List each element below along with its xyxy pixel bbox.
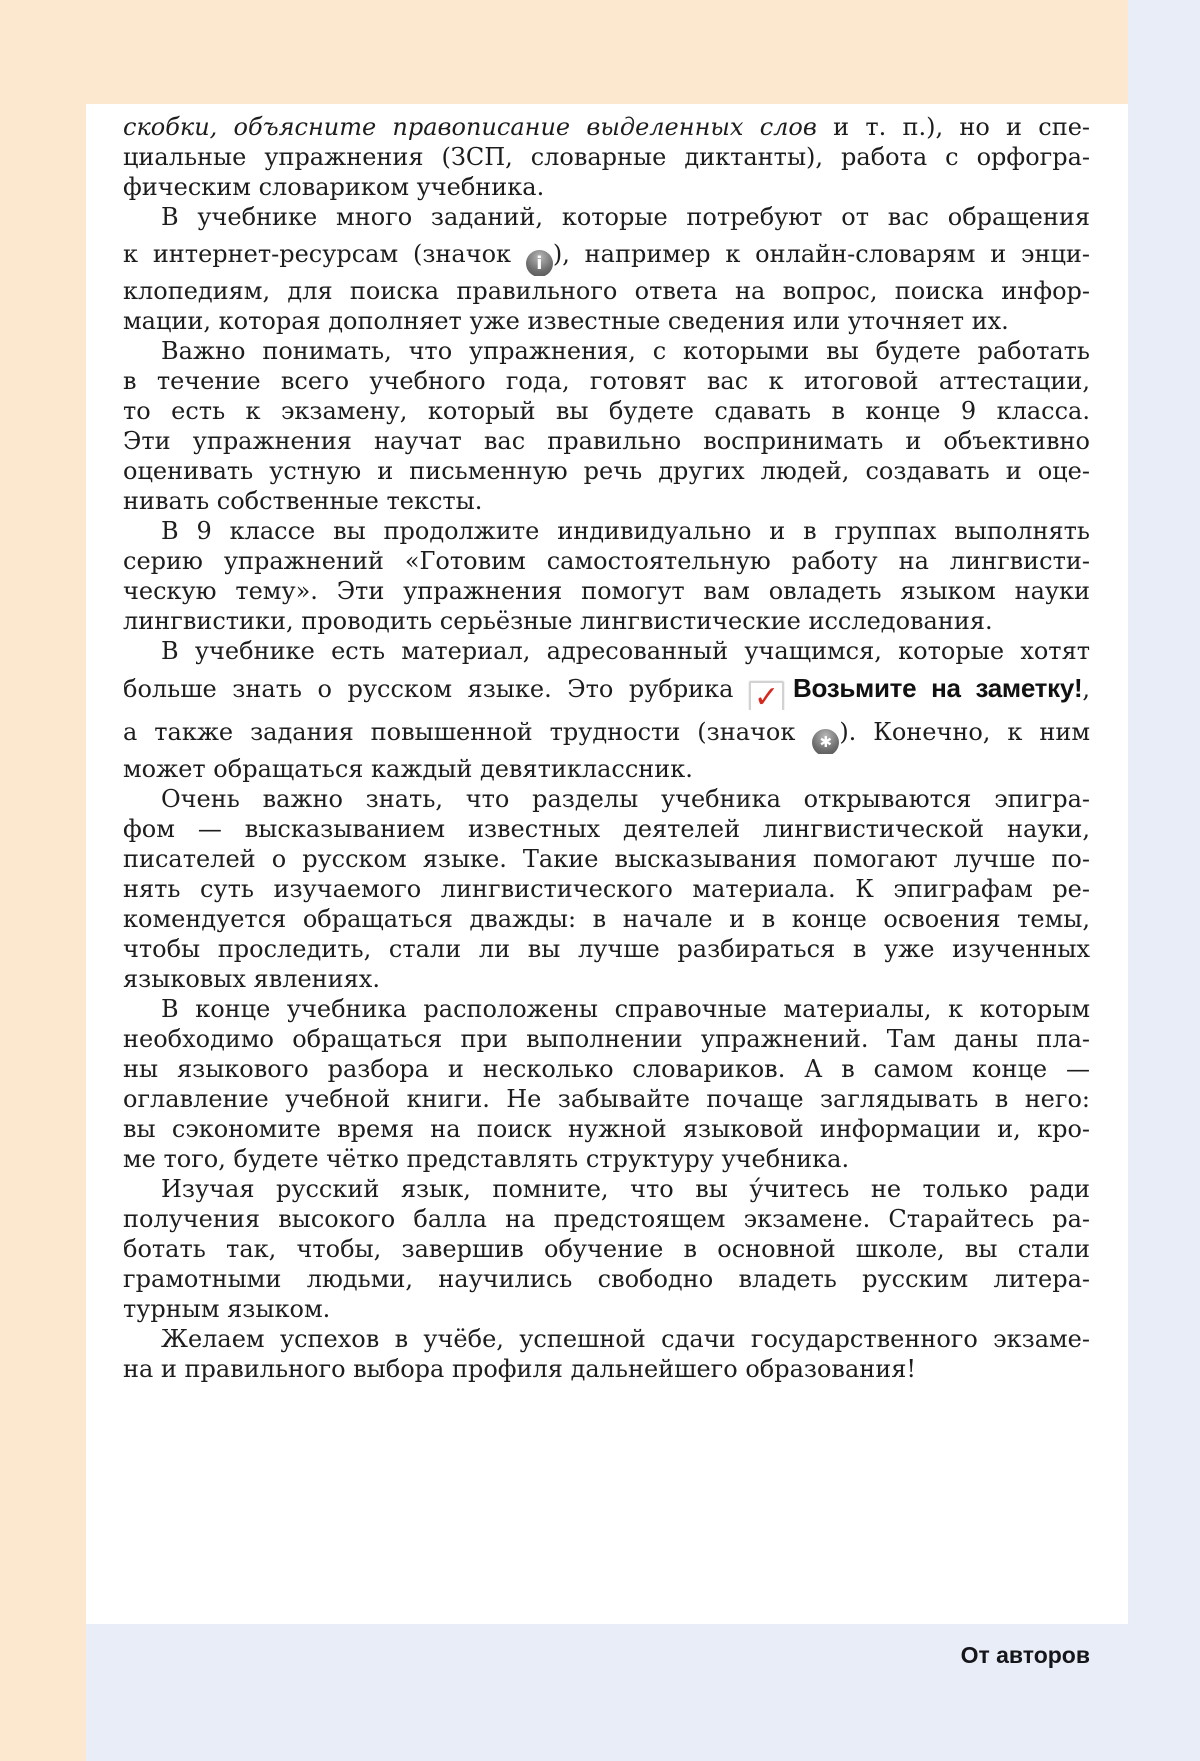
- text-segment: В учебнике есть материал, адресованный учащимся, которые хотят: [161, 637, 1090, 665]
- text-line: [123, 112, 1090, 142]
- text-line: [123, 1294, 1090, 1324]
- running-footer: От авторов: [960, 1642, 1090, 1668]
- text-segment: вы сэкономите время на поиск нужной языковой информации и, кро-: [123, 1115, 1090, 1143]
- text-segment: фическим словариком учебника.: [123, 173, 545, 201]
- text-segment: Очень важно знать, что разделы учебника открываются эпигра-: [161, 785, 1090, 813]
- internet-icon-glyph: i: [536, 253, 543, 274]
- text-line: [123, 202, 1090, 232]
- text-line: [123, 232, 1090, 276]
- text-segment: ). Конечно, к ним: [839, 718, 1090, 746]
- text-segment: в течение всего учебного года, готовят вас к итоговой аттестации,: [123, 367, 1090, 395]
- text-segment: то есть к экзамену, который вы будете сдавать в конце 9 класса.: [123, 397, 1090, 425]
- text-segment: циальные упражнения (ЗСП, словарные диктанты), работа с орфогра-: [123, 143, 1090, 171]
- text-line: [123, 994, 1090, 1024]
- text-line: [123, 366, 1090, 396]
- text-segment: нивать собственные тексты.: [123, 487, 483, 515]
- text-line: [123, 1144, 1090, 1174]
- text-line: [123, 1024, 1090, 1054]
- text-line: [123, 426, 1090, 456]
- text-segment: ме того, будете чётко представлять структуру учебника.: [123, 1145, 850, 1173]
- text-segment: оценивать устную и письменную речь других людей, создавать и оце-: [123, 457, 1090, 485]
- text-segment: мации, которая дополняет уже известные сведения или уточняет их.: [123, 307, 1009, 335]
- page-sheet: [86, 104, 1128, 1624]
- advanced-task-icon: [812, 729, 839, 754]
- text-segment: В 9 классе вы продолжите индивидуально и в группах выполнять: [161, 517, 1090, 545]
- text-segment: серию упражнений «Готовим самостоятельную работу на лингвисти-: [123, 547, 1090, 575]
- internet-resource-icon: [526, 250, 553, 276]
- text-line: [123, 486, 1090, 516]
- text-segment: турным языком.: [123, 1295, 331, 1323]
- text-line: [123, 306, 1090, 336]
- text-line: [123, 934, 1090, 964]
- text-segment: к интернет-ресурсам (значок: [123, 240, 526, 268]
- text-line: [123, 1174, 1090, 1204]
- text-segment: на и правильного выбора профиля дальнейшего образования!: [123, 1355, 917, 1383]
- text-line: [123, 516, 1090, 546]
- text-line: [123, 636, 1090, 666]
- text-segment: Изучая русский язык, помните, что вы у́читесь не только ради: [161, 1175, 1090, 1203]
- text-line: [123, 1234, 1090, 1264]
- text-segment: получения высокого балла на предстоящем экзамене. Старайтесь ра-: [123, 1205, 1090, 1233]
- text-segment: фом — высказыванием известных деятелей лингвистической науки,: [123, 815, 1090, 843]
- text-segment: грамотными людьми, научились свободно владеть русским литера-: [123, 1265, 1090, 1293]
- text-segment: В учебнике много заданий, которые потребуют от вас обращения: [161, 203, 1090, 231]
- text-segment: лингвистики, проводить серьёзные лингвистические исследования.: [123, 607, 993, 635]
- text-segment: Важно понимать, что упражнения, с которыми вы будете работать: [161, 337, 1090, 365]
- text-line: [123, 874, 1090, 904]
- red-checkmark-icon: ✓: [753, 680, 780, 710]
- text-line: [123, 276, 1090, 306]
- note-rubric-label: Возьмите на заметку!: [793, 673, 1083, 703]
- text-line: [123, 546, 1090, 576]
- text-line: [123, 1054, 1090, 1084]
- text-segment: может обращаться каждый девятиклассник.: [123, 755, 693, 783]
- text-segment: ), например к онлайн-словарям и энци-: [552, 240, 1090, 268]
- text-segment: оглавление учебной книги. Не забывайте почаще заглядывать в него:: [123, 1085, 1090, 1113]
- text-segment: больше знать о русском языке. Это рубрика: [123, 675, 750, 703]
- text-line: [123, 172, 1090, 202]
- text-line: [123, 576, 1090, 606]
- text-line: [123, 1204, 1090, 1234]
- text-line: [123, 1264, 1090, 1294]
- text-segment: а также задания повышенной трудности (значок: [123, 718, 813, 746]
- next-page-edge-right: [1128, 0, 1200, 1761]
- text-line: [123, 964, 1090, 994]
- text-segment: чтобы проследить, стали ли вы лучше разбираться в уже изученных: [123, 935, 1090, 963]
- advanced-task-icon-glyph: ✱: [819, 733, 833, 751]
- text-segment: писателей о русском языке. Такие высказывания помогают лучше по-: [123, 845, 1090, 873]
- text-segment: и т. п.), но и спе-: [816, 113, 1090, 141]
- text-line: [123, 1354, 1090, 1384]
- text-segment: нять суть изучаемого лингвистического материала. К эпиграфам ре-: [123, 875, 1090, 903]
- text-segment: ны языкового разбора и несколько словариков. А в самом конце —: [123, 1055, 1090, 1083]
- text-line: [123, 666, 1090, 710]
- text-line: [123, 1324, 1090, 1354]
- text-line: [123, 142, 1090, 172]
- text-segment: необходимо обращаться при выполнении упражнений. Там даны пла-: [123, 1025, 1090, 1053]
- text-segment: Желаем успехов в учёбе, успешной сдачи государственного экзаме-: [161, 1325, 1090, 1353]
- text-segment: скобки, объясните правописание выделенных слов: [123, 113, 817, 141]
- text-line: [123, 1084, 1090, 1114]
- text-line: [123, 710, 1090, 754]
- note-checkbox-icon: [749, 681, 784, 710]
- text-column: [123, 112, 1090, 1384]
- text-line: [123, 456, 1090, 486]
- text-line: [123, 396, 1090, 426]
- text-line: [123, 1114, 1090, 1144]
- text-line: [123, 606, 1090, 636]
- text-segment: В конце учебника расположены справочные материалы, к которым: [161, 995, 1090, 1023]
- text-line: [123, 784, 1090, 814]
- text-line: [123, 814, 1090, 844]
- text-segment: ческую тему». Эти упражнения помогут вам овладеть языком науки: [123, 577, 1090, 605]
- text-line: [123, 336, 1090, 366]
- text-line: [123, 844, 1090, 874]
- text-segment: клопедиям, для поиска правильного ответа на вопрос, поиска инфор-: [123, 277, 1090, 305]
- text-line: [123, 904, 1090, 934]
- text-segment: Эти упражнения научат вас правильно воспринимать и объективно: [123, 427, 1090, 455]
- text-segment: комендуется обращаться дважды: в начале и в конце освоения темы,: [123, 905, 1090, 933]
- text-line: [123, 754, 1090, 784]
- text-segment: языковых явлениях.: [123, 965, 380, 993]
- text-segment: ,: [1082, 675, 1090, 703]
- text-segment: ботать так, чтобы, завершив обучение в основной школе, вы стали: [123, 1235, 1090, 1263]
